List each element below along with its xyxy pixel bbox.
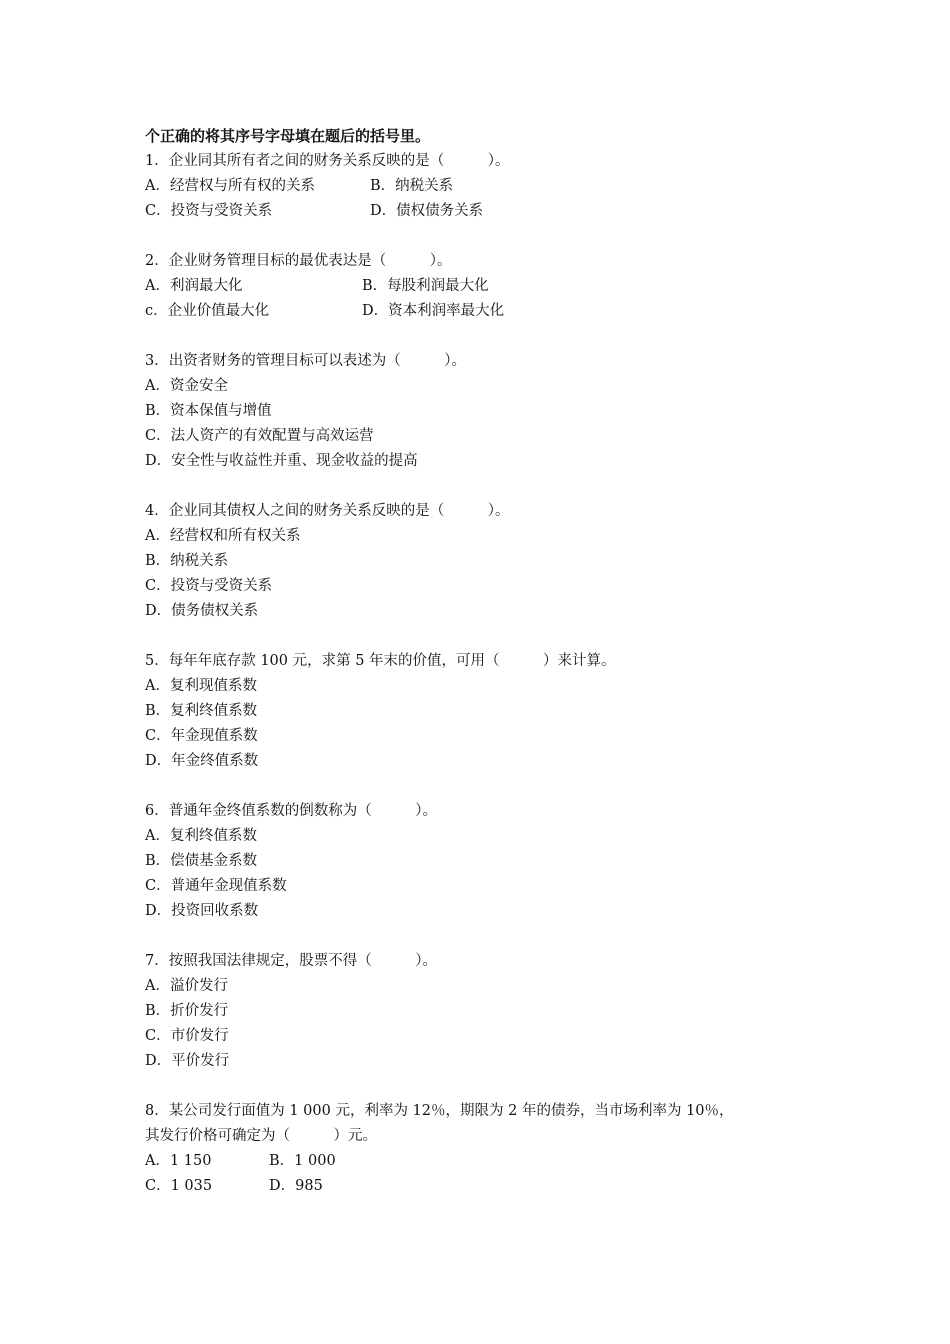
option-b: B．复利终值系数: [145, 703, 258, 719]
option-a: A．1 150: [145, 1153, 212, 1169]
question-6: [145, 799, 825, 924]
question-3: [145, 349, 825, 474]
option-d: D．资本利润率最大化: [362, 303, 505, 319]
question-stem: 4．企业同其债权人之间的财务关系反映的是（ ）。: [145, 503, 510, 519]
question-stem: 3．出资者财务的管理目标可以表述为（ ）。: [145, 353, 466, 369]
question-1: [145, 149, 825, 224]
option-c: C．法人资产的有效配置与高效运营: [145, 428, 374, 444]
question-8: [145, 1099, 825, 1199]
option-a: A．利润最大化: [145, 278, 243, 294]
option-row: [145, 299, 825, 324]
question-5: [145, 649, 825, 774]
option-b: B．每股利润最大化: [362, 278, 489, 294]
question-stem: 6．普通年金终值系数的倒数称为（ ）。: [145, 803, 437, 819]
question-stem: 1．企业同其所有者之间的财务关系反映的是（ ）。: [145, 153, 510, 169]
option-d: D．985: [269, 1178, 323, 1194]
question-stem: 8．某公司发行面值为 1 000 元，利率为 12％，期限为 2 年的债券，当市场利率为 10％，: [145, 1103, 734, 1119]
option-c: C．年金现值系数: [145, 728, 258, 744]
document-page: [145, 124, 825, 1224]
question-2: [145, 249, 825, 324]
option-b: B．折价发行: [145, 1003, 229, 1019]
option-c: C．普通年金现值系数: [145, 878, 287, 894]
option-c: C．投资与受资关系: [145, 578, 273, 594]
option-c: C．市价发行: [145, 1028, 229, 1044]
option-b: B．偿债基金系数: [145, 853, 258, 869]
option-b: B．1 000: [269, 1153, 336, 1169]
option-a: A．资金安全: [145, 378, 228, 394]
option-row: [145, 199, 825, 224]
section-instruction: 个正确的将其序号字母填在题后的括号里。: [145, 127, 431, 145]
option-a: A．经营权和所有权关系: [145, 528, 301, 544]
option-a: A．复利现值系数: [145, 678, 257, 694]
option-d: D．平价发行: [145, 1053, 230, 1069]
option-d: D．安全性与收益性并重、现金收益的提高: [145, 453, 418, 469]
option-b: B．纳税关系: [370, 178, 454, 194]
option-d: D．债权债务关系: [370, 203, 484, 219]
option-row: [145, 174, 825, 199]
option-d: D．年金终值系数: [145, 753, 259, 769]
question-stem: 7．按照我国法律规定，股票不得（ ）。: [145, 953, 437, 969]
option-d: D．债务债权关系: [145, 603, 259, 619]
option-a: A．溢价发行: [145, 978, 228, 994]
option-c: C．投资与受资关系: [145, 203, 273, 219]
option-c: C．1 035: [145, 1178, 213, 1194]
option-b: B．纳税关系: [145, 553, 229, 569]
option-c: c．企业价值最大化: [145, 303, 270, 319]
option-a: A．经营权与所有权的关系: [145, 178, 315, 194]
option-d: D．投资回收系数: [145, 903, 259, 919]
question-7: [145, 949, 825, 1074]
question-stem: 2．企业财务管理目标的最优表达是（ ）。: [145, 253, 452, 269]
question-stem: 5．每年年底存款 100 元，求第 5 年末的价值，可用（ ）来计算。: [145, 653, 616, 669]
question-stem-continued: 其发行价格可确定为（ ）元。: [145, 1128, 377, 1144]
option-a: A．复利终值系数: [145, 828, 257, 844]
option-row: [145, 1149, 825, 1174]
option-row: [145, 274, 825, 299]
option-b: B．资本保值与增值: [145, 403, 272, 419]
option-row: [145, 1174, 825, 1199]
question-4: [145, 499, 825, 624]
